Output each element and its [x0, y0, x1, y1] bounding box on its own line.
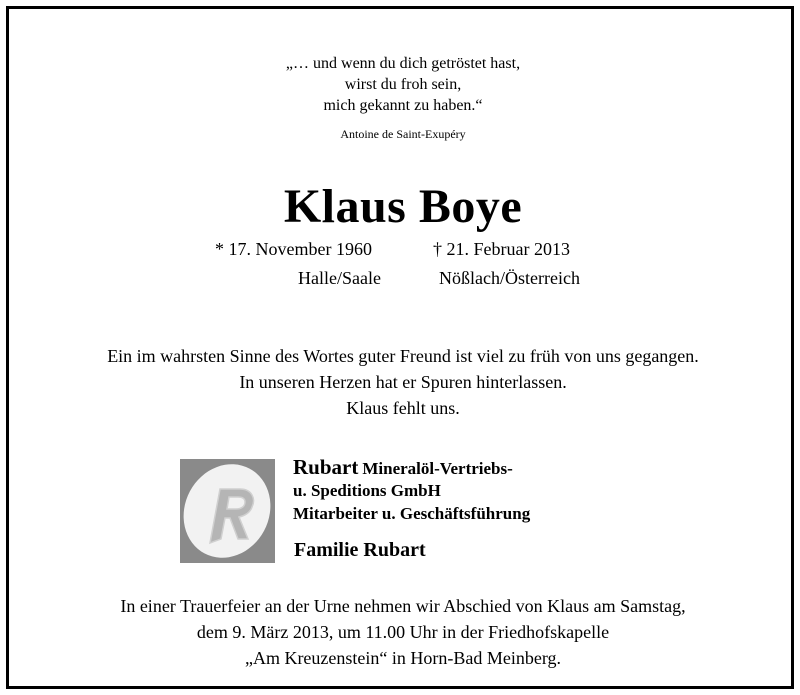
death-place: Nößlach/Österreich — [439, 268, 580, 288]
tribute-line-1: Ein im wahrsten Sinne des Wortes guter Freund ist viel zu früh von uns gegangen. — [107, 346, 699, 366]
obituary-frame — [6, 6, 794, 689]
birth-place: Halle/Saale — [298, 268, 381, 288]
tribute-line-2: In unseren Herzen hat er Spuren hinterlassen. — [239, 372, 567, 392]
company-line-2: u. Speditions GmbH — [293, 481, 441, 500]
quote-line-2: wirst du froh sein, — [344, 76, 462, 93]
birth-date: * 17. November 1960 — [215, 239, 372, 259]
family-line: Familie Rubart — [294, 539, 426, 561]
quote-line-1: „… und wenn du dich getröstet hast, — [285, 55, 521, 72]
quote-author: Antoine de Saint-Exupéry — [340, 127, 466, 141]
staff-line: Mitarbeiter u. Geschäftsführung — [293, 504, 531, 523]
service-line-3: „Am Kreuzenstein“ in Horn-Bad Meinberg. — [244, 648, 562, 668]
company-name: Rubart — [293, 455, 359, 479]
deceased-name: Klaus Boye — [283, 180, 523, 233]
company-type: Mineralöl-Vertriebs- — [362, 459, 513, 478]
company-line-1 — [293, 455, 513, 480]
death-date: † 21. Februar 2013 — [433, 239, 570, 259]
quote-line-3: mich gekannt zu haben.“ — [323, 97, 483, 114]
service-line-1: In einer Trauerfeier an der Urne nehmen wir Abschied von Klaus am Samstag, — [120, 596, 686, 616]
service-line-2: dem 9. März 2013, um 11.00 Uhr in der Friedhofskapelle — [196, 622, 610, 642]
rubart-logo — [180, 459, 275, 563]
tribute-line-3: Klaus fehlt uns. — [346, 398, 460, 418]
rubart-logo-icon — [180, 459, 275, 563]
